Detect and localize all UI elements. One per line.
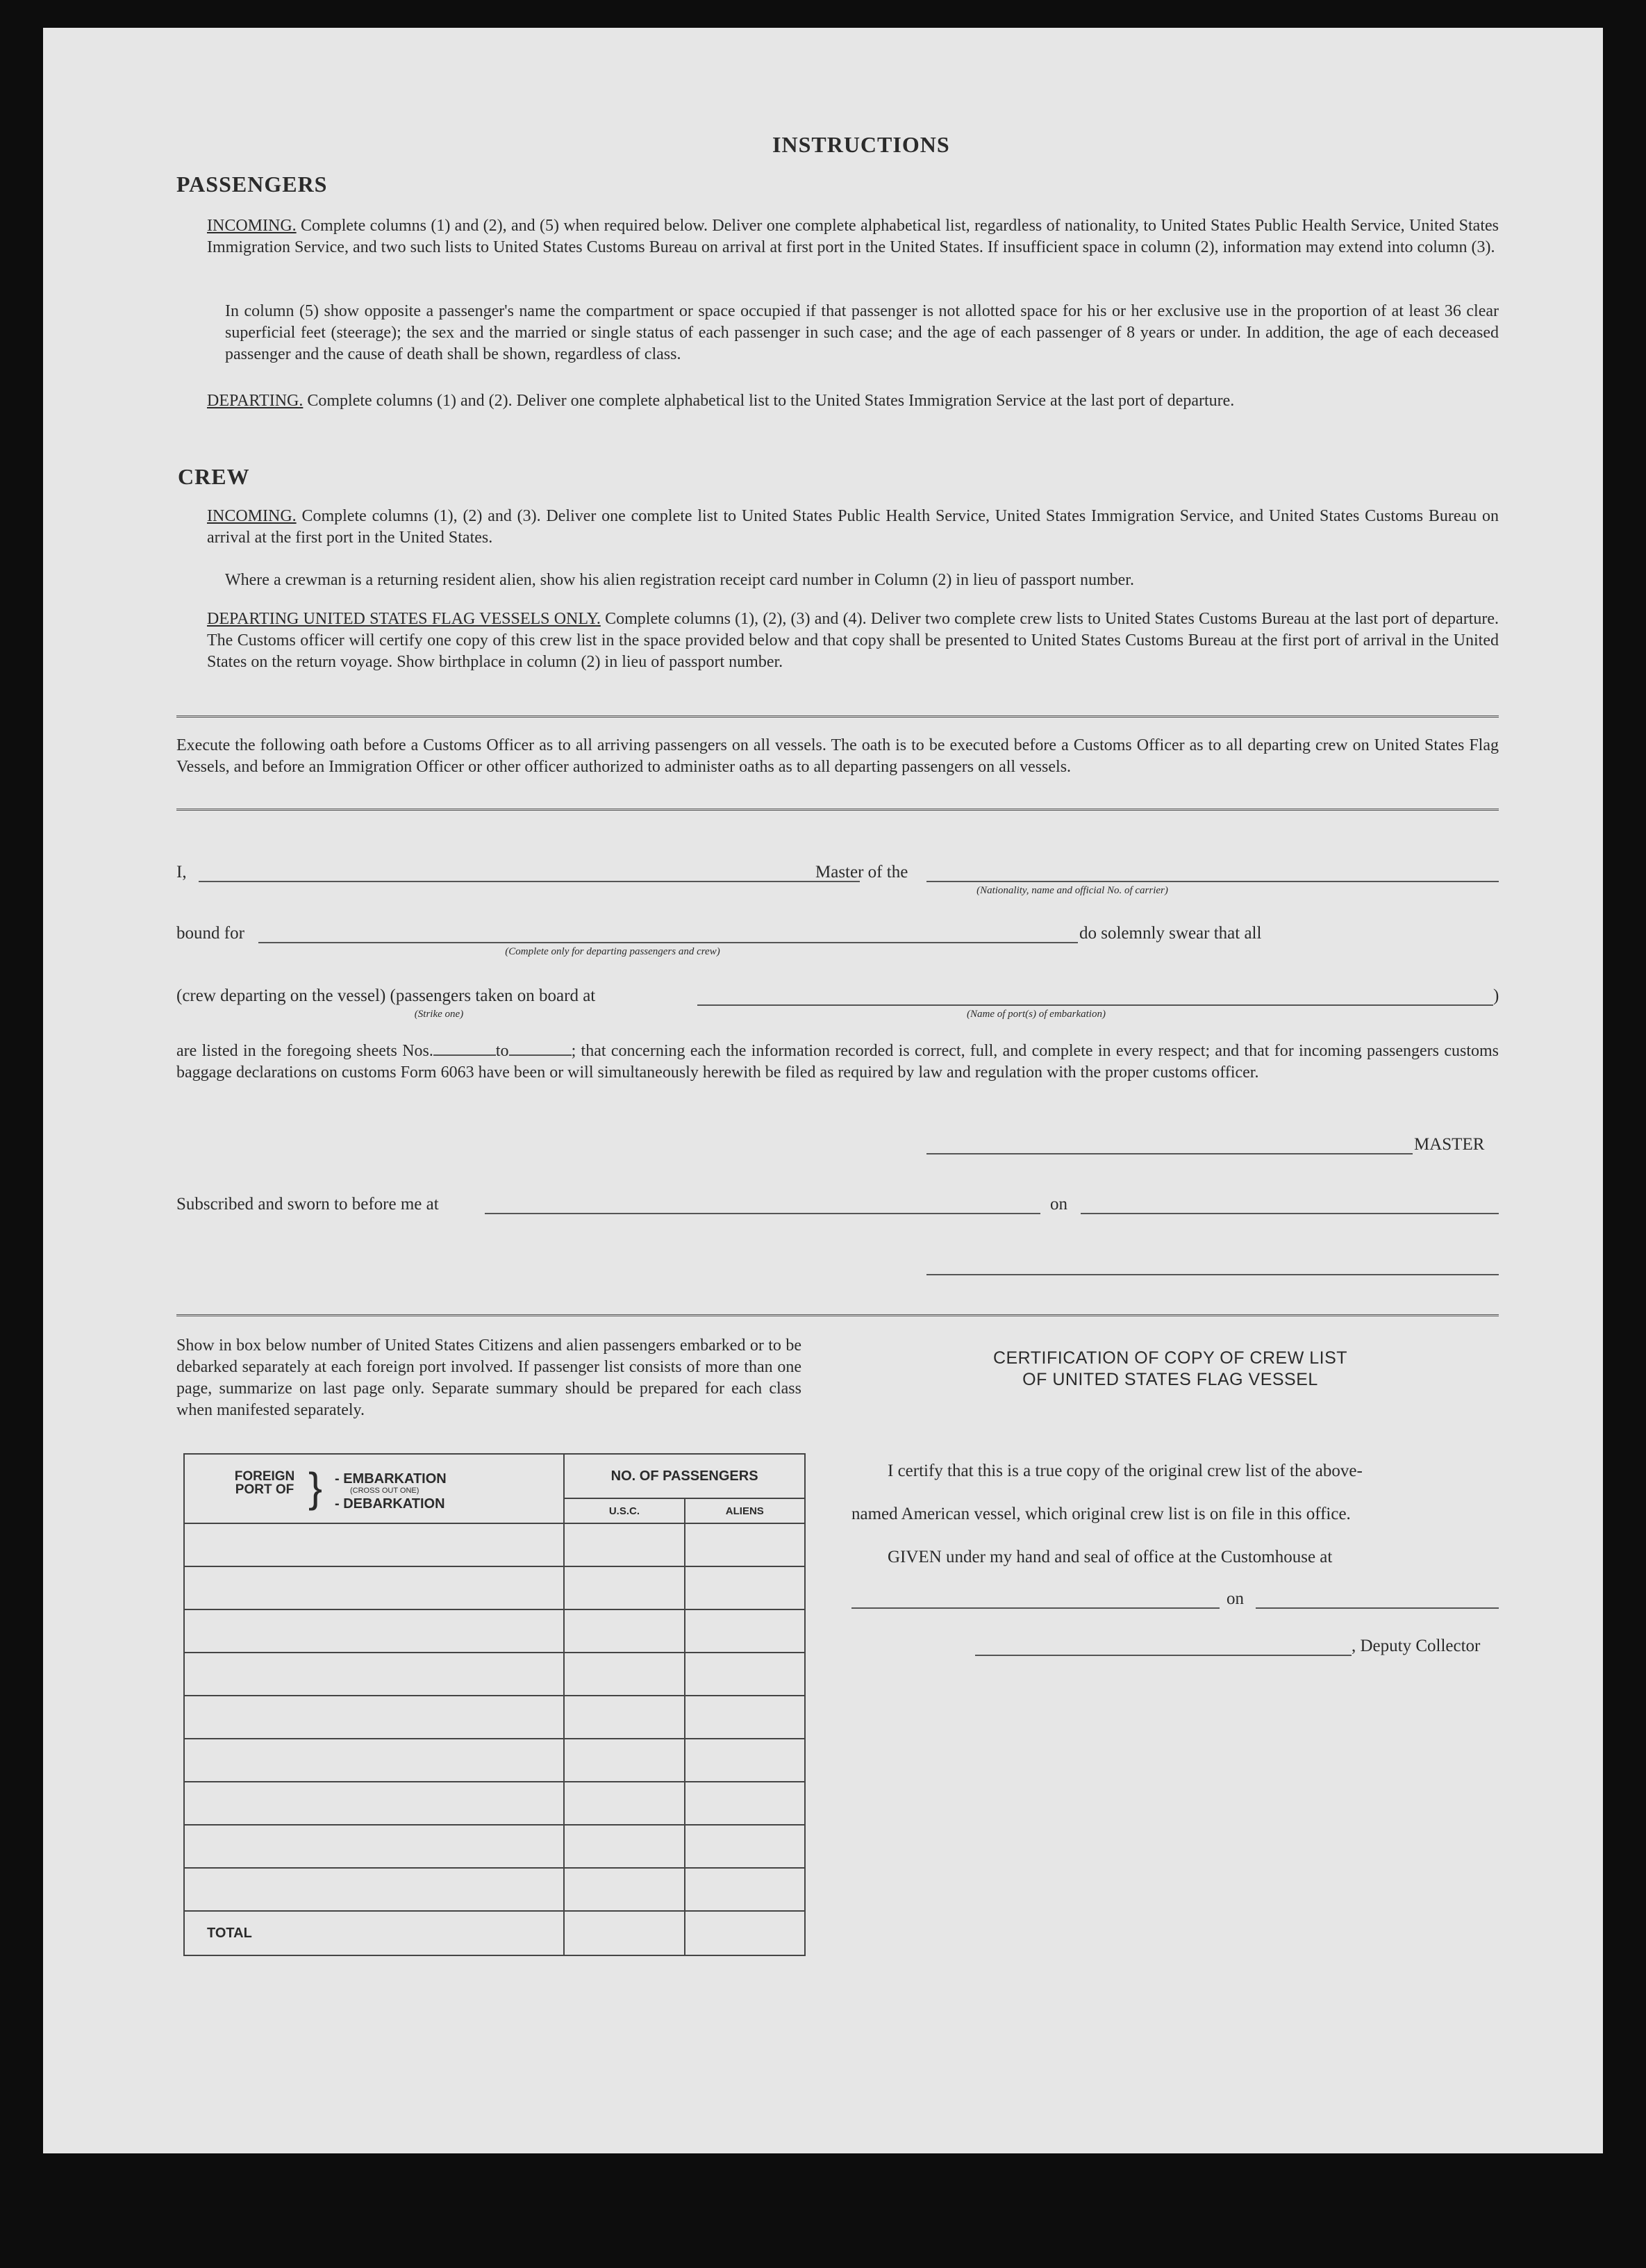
divider (176, 1314, 1499, 1316)
deputy-collector-signature-field[interactable] (975, 1655, 1352, 1656)
usc-cell[interactable] (564, 1782, 684, 1825)
port-caption: (Name of port(s) of embarkation) (967, 1009, 1106, 1020)
certification-date-field[interactable] (1256, 1607, 1499, 1609)
master-of-the-label: Master of the (815, 863, 908, 881)
officer-signature-field[interactable] (926, 1274, 1499, 1275)
divider (176, 715, 1499, 718)
usc-cell[interactable] (564, 1739, 684, 1782)
oath-instructions: Execute the following oath before a Customs Officer as to all arriving passengers on all vessels. The oath is to be executed before a Customs Officer as to all departing crew on United States Flag Vessels, and before an Immigration Officer or other officer authorized to administer oaths as to all departing passengers on all vessels. (176, 736, 1499, 776)
port-cell[interactable] (184, 1782, 564, 1825)
bound-caption: (Complete only for departing passengers and crew) (505, 946, 720, 957)
nationality-caption: (Nationality, name and official No. of carrier) (976, 885, 1168, 896)
crew-heading: CREW (178, 464, 250, 489)
crew-returning-paragraph: Where a crewman is a returning resident alien, show his alien registration receipt card number in Column (2) in lieu of passport number. (225, 571, 1134, 589)
page-title: INSTRUCTIONS (772, 132, 950, 157)
port-cell[interactable] (184, 1566, 564, 1609)
crew-incoming-paragraph (207, 506, 1499, 549)
certification-heading (842, 1348, 1499, 1391)
aliens-cell[interactable] (685, 1566, 805, 1609)
listed-text-c: that for incoming passengers customs baggage declarations on customs Form 6063 have been or will simultaneously herewith be filed as required by law and regulation with the proper customs officer. (176, 1042, 1499, 1082)
port-cell[interactable] (184, 1653, 564, 1696)
subscribed-label: Subscribed and sworn to before me at (176, 1195, 439, 1214)
aliens-cell[interactable] (685, 1868, 805, 1911)
passengers-column5-paragraph: In column (5) show opposite a passenger's name the compartment or space occupied if that passenger is not allotted space for his or her exclusive use in the proportion of at least 36 clear superficial feet (steerage); the sex and the married or single status of each passenger in such case; and the age of each passenger of 8 years or under. In addition, the age of each deceased passenger and the cause of death shall be shown, regardless of class. (225, 302, 1499, 363)
table-row (184, 1696, 805, 1739)
sworn-place-field[interactable] (485, 1213, 1040, 1214)
crew-departing-label: DEPARTING UNITED STATES FLAG VESSELS ONLY. (207, 610, 601, 628)
listed-text-a: are listed in the foregoing sheets Nos. (176, 1042, 433, 1060)
bound-for-field[interactable] (258, 942, 1078, 943)
certification-heading-line-1: CERTIFICATION OF COPY OF CREW LIST (992, 1348, 1348, 1368)
debarkation-label: - DEBARKATION (335, 1496, 445, 1512)
aliens-cell[interactable] (685, 1653, 805, 1696)
crew-departing-paragraph (207, 609, 1499, 673)
listed-text-b: ; that concerning each the information recorded is correct, full, and complete in every respect; and (571, 1042, 1240, 1060)
foreign-port-of-label: FOREIGN PORT OF (234, 1469, 295, 1497)
do-solemnly-label: do solemnly swear that all (1079, 924, 1262, 943)
sheet-to-field[interactable] (509, 1054, 572, 1056)
aliens-cell[interactable] (685, 1696, 805, 1739)
sworn-on-label: on (1050, 1195, 1067, 1214)
listed-to: to (495, 1042, 509, 1060)
crew-incoming-text: Complete columns (1), (2) and (3). Deliver one complete list to United States Public Health Service, United States Immigration Service, and United States Customs Bureau on arrival at the first port in the United States. (207, 507, 1499, 547)
document-page (43, 28, 1603, 2153)
port-cell[interactable] (184, 1696, 564, 1739)
customhouse-field[interactable] (851, 1607, 1220, 1609)
port-header-cell (184, 1454, 564, 1523)
passengers-heading: PASSENGERS (176, 172, 328, 197)
port-cell[interactable] (184, 1868, 564, 1911)
usc-header: U.S.C. (564, 1498, 684, 1523)
summary-instructions: Show in box below number of United States Citizens and alien passengers embarked or to be debarked separately at each foreign port involved. If passenger list consists of more than one page, summarize on last page only. Separate summary should be prepared for each class when manifested separately. (176, 1336, 801, 1419)
master-name-field[interactable] (199, 881, 860, 882)
port-cell[interactable] (184, 1825, 564, 1868)
table-row (184, 1782, 805, 1825)
port-cell[interactable] (184, 1739, 564, 1782)
passengers-departing-paragraph (207, 390, 1499, 412)
divider (176, 809, 1499, 811)
certify-line-1: I certify that this is a true copy of the original crew list of the above- (888, 1462, 1363, 1480)
table-row (184, 1739, 805, 1782)
aliens-cell[interactable] (685, 1825, 805, 1868)
crew-departing-text: Complete columns (1), (2), (3) and (4). Deliver two complete crew lists to United States Customs Bureau at the last port of departure. The Customs officer will certify one copy of this crew list in the space provided below and that copy shall be presented to United States Customs Bureau at the first port of arrival in the United States on the return voyage. Show birthplace in column (2) in lieu of passport number. (207, 610, 1499, 671)
aliens-header: ALIENS (685, 1498, 805, 1523)
table-row (184, 1653, 805, 1696)
embarkation-label: - EMBARKATION (335, 1471, 447, 1487)
table-row (184, 1825, 805, 1868)
usc-cell[interactable] (564, 1696, 684, 1739)
aliens-cell[interactable] (685, 1609, 805, 1653)
passengers-incoming-paragraph (207, 215, 1499, 258)
master-signature-field[interactable] (926, 1153, 1413, 1154)
usc-cell[interactable] (564, 1566, 684, 1609)
sworn-date-field[interactable] (1081, 1213, 1499, 1214)
port-cell[interactable] (184, 1609, 564, 1653)
sheet-from-field[interactable] (433, 1054, 496, 1056)
close-paren: ) (1493, 986, 1499, 1005)
passengers-departing-text: Complete columns (1) and (2). Deliver one complete alphabetical list to the United States Immigration Service at the last port of departure. (307, 392, 1235, 410)
total-usc-cell[interactable] (564, 1911, 684, 1955)
passengers-departing-label: DEPARTING. (207, 392, 304, 410)
usc-cell[interactable] (564, 1653, 684, 1696)
brace-icon: } (308, 1464, 323, 1511)
passengers-incoming-text: Complete columns (1) and (2), and (5) when required below. Deliver one complete alphabetical list, regardless of nationality, to United States Public Health Service, United States Immigration Service, and two such lists to United States Customs Bureau on arrival at first port in the United States. If insufficient space in column (2), information may extend into column (3). (207, 217, 1499, 256)
vessel-field[interactable] (926, 881, 1499, 882)
passenger-summary-table (183, 1453, 806, 1956)
aliens-cell[interactable] (685, 1523, 805, 1566)
crew-departing-label: (crew departing on the vessel) (passengers taken on board at (176, 986, 596, 1005)
deputy-collector-label: , Deputy Collector (1352, 1637, 1481, 1655)
listed-paragraph (176, 1041, 1499, 1084)
total-row (184, 1911, 805, 1955)
usc-cell[interactable] (564, 1609, 684, 1653)
aliens-cell[interactable] (685, 1739, 805, 1782)
strike-one-caption: (Strike one) (414, 1009, 464, 1020)
port-cell[interactable] (184, 1523, 564, 1566)
table-row (184, 1523, 805, 1566)
total-label: TOTAL (184, 1911, 564, 1955)
table-row (184, 1868, 805, 1911)
oath-i-label: I, (176, 863, 187, 881)
usc-cell[interactable] (564, 1868, 684, 1911)
certification-on-label: on (1227, 1589, 1244, 1608)
port-embarkation-field[interactable] (697, 1004, 1493, 1006)
table-row (184, 1609, 805, 1653)
passengers-incoming-label: INCOMING. (207, 217, 297, 235)
bound-for-label: bound for (176, 924, 244, 943)
aliens-cell[interactable] (685, 1782, 805, 1825)
master-label: MASTER (1414, 1135, 1485, 1154)
cross-out-label: (CROSS OUT ONE) (350, 1487, 419, 1495)
certify-line-2: named American vessel, which original crew list is on file in this office. (851, 1505, 1351, 1523)
total-aliens-cell[interactable] (685, 1911, 805, 1955)
usc-cell[interactable] (564, 1523, 684, 1566)
certification-heading-line-2: OF UNITED STATES FLAG VESSEL (1022, 1370, 1318, 1389)
no-of-passengers-header: NO. OF PASSENGERS (564, 1454, 805, 1498)
given-line: GIVEN under my hand and seal of office at the Customhouse at (888, 1548, 1333, 1566)
crew-incoming-label: INCOMING. (207, 507, 297, 525)
table-row (184, 1566, 805, 1609)
usc-cell[interactable] (564, 1825, 684, 1868)
